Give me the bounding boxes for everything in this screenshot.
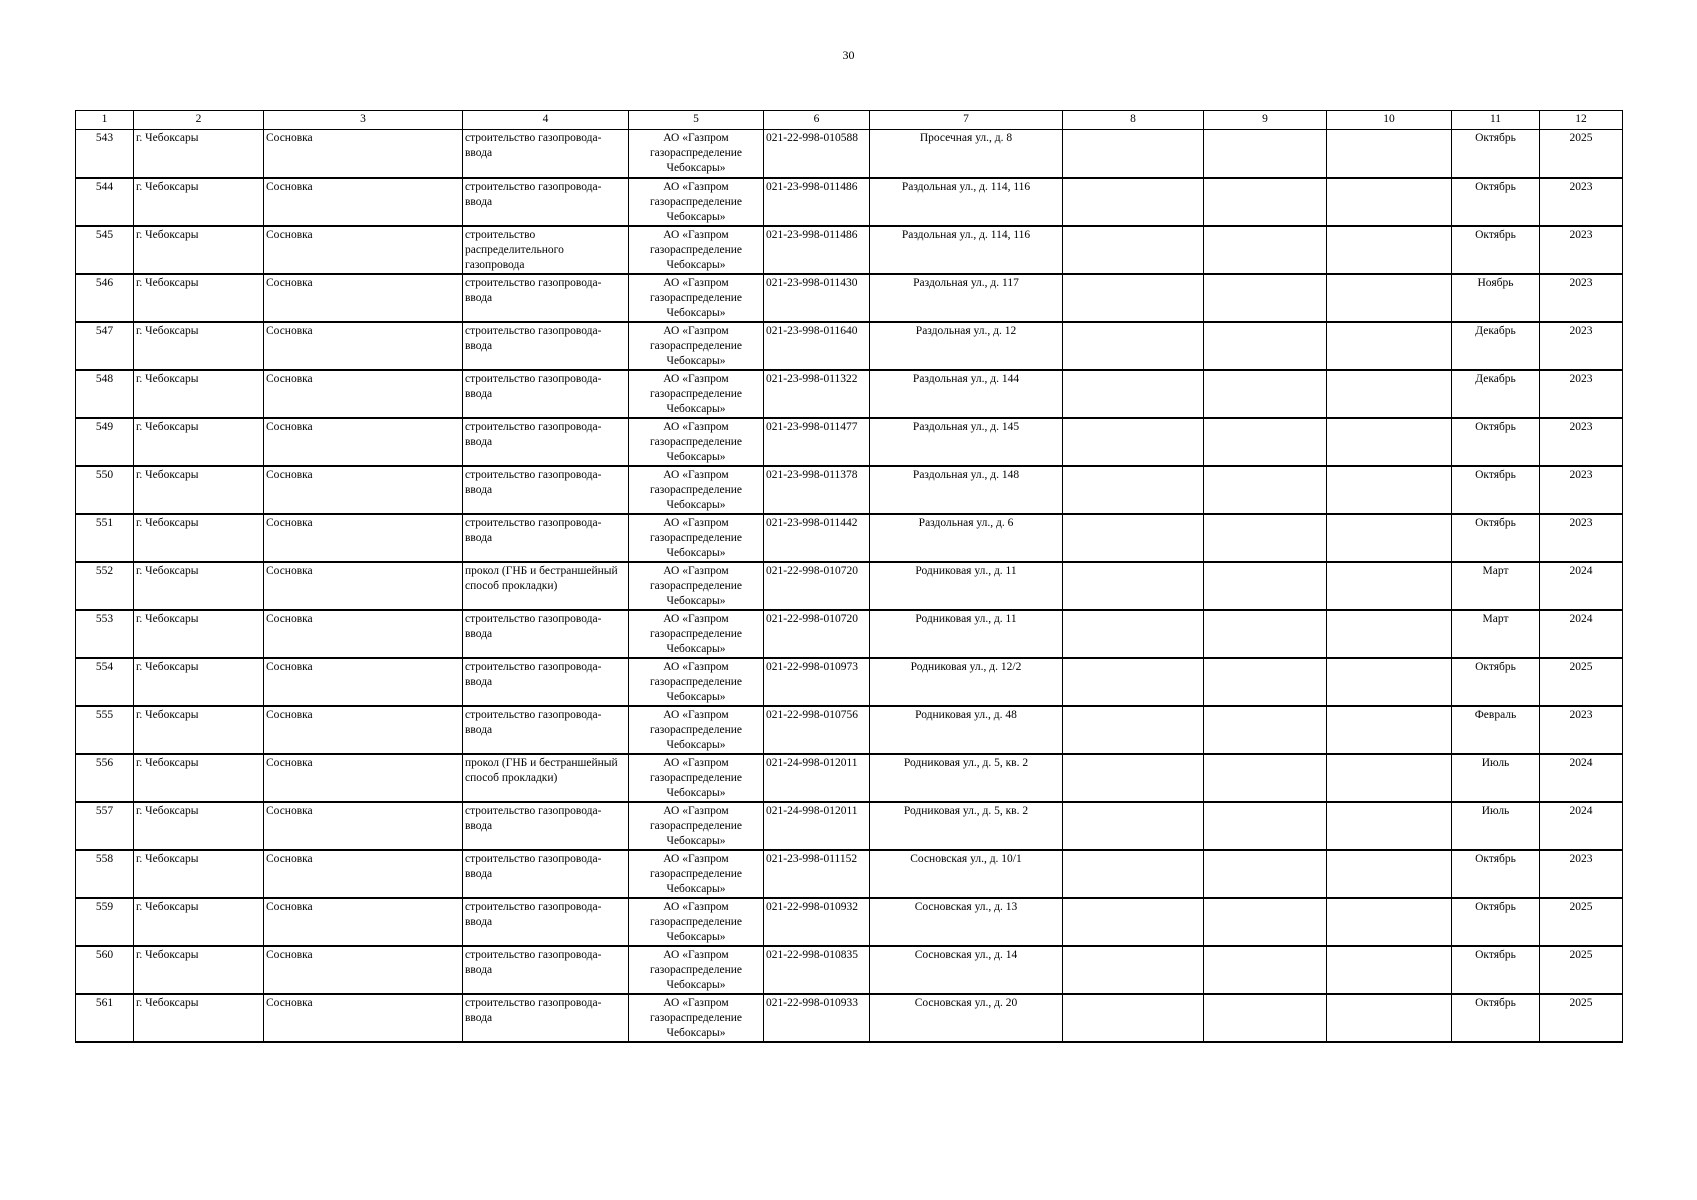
month-cell: Октябрь	[1452, 418, 1540, 466]
work-type-cell: строительство газопровода-ввода	[463, 130, 629, 178]
district-cell: Сосновка	[264, 802, 463, 850]
application-code-cell: 021-23-998-011640	[764, 322, 870, 370]
column-8-cell	[1063, 754, 1204, 802]
month-cell: Октябрь	[1452, 130, 1540, 178]
application-code-cell: 021-22-998-010720	[764, 610, 870, 658]
column-9-cell	[1204, 418, 1327, 466]
district-cell: Сосновка	[264, 898, 463, 946]
month-cell: Март	[1452, 610, 1540, 658]
table-row	[76, 274, 1623, 322]
table-row	[76, 946, 1623, 994]
address-cell: Сосновская ул., д. 20	[870, 994, 1063, 1042]
column-10-cell	[1327, 850, 1452, 898]
table-row	[76, 370, 1623, 418]
column-8-cell	[1063, 418, 1204, 466]
district-cell: Сосновка	[264, 514, 463, 562]
year-cell: 2023	[1540, 706, 1623, 754]
header-row	[76, 111, 1623, 130]
column-header-12: 12	[1540, 111, 1623, 130]
work-type-cell: строительство газопровода-ввода	[463, 658, 629, 706]
work-type-cell: строительство газопровода-ввода	[463, 514, 629, 562]
row-number: 559	[76, 898, 134, 946]
row-number: 561	[76, 994, 134, 1042]
table-row	[76, 514, 1623, 562]
column-8-cell	[1063, 322, 1204, 370]
work-type-cell: строительство газопровода-ввода	[463, 994, 629, 1042]
column-header-3: 3	[264, 111, 463, 130]
address-cell: Просечная ул., д. 8	[870, 130, 1063, 178]
work-type-cell: прокол (ГНБ и бестраншейный способ прокладки)	[463, 754, 629, 802]
column-9-cell	[1204, 130, 1327, 178]
organization-cell: АО «Газпром газораспределение Чебоксары»	[629, 370, 764, 418]
column-header-8: 8	[1063, 111, 1204, 130]
application-code-cell: 021-22-998-010835	[764, 946, 870, 994]
work-type-cell: строительство газопровода-ввода	[463, 370, 629, 418]
column-10-cell	[1327, 466, 1452, 514]
column-header-11: 11	[1452, 111, 1540, 130]
month-cell: Декабрь	[1452, 322, 1540, 370]
column-10-cell	[1327, 514, 1452, 562]
work-type-cell: строительство газопровода-ввода	[463, 706, 629, 754]
column-8-cell	[1063, 466, 1204, 514]
district-cell: Сосновка	[264, 418, 463, 466]
work-type-cell: строительство газопровода-ввода	[463, 418, 629, 466]
row-number: 547	[76, 322, 134, 370]
column-9-cell	[1204, 898, 1327, 946]
application-code-cell: 021-23-998-011430	[764, 274, 870, 322]
application-code-cell: 021-22-998-010973	[764, 658, 870, 706]
city-cell: г. Чебоксары	[134, 610, 264, 658]
column-10-cell	[1327, 898, 1452, 946]
column-9-cell	[1204, 994, 1327, 1042]
column-10-cell	[1327, 754, 1452, 802]
row-number: 551	[76, 514, 134, 562]
row-number: 545	[76, 226, 134, 274]
application-code-cell: 021-22-998-010588	[764, 130, 870, 178]
column-10-cell	[1327, 994, 1452, 1042]
column-9-cell	[1204, 610, 1327, 658]
application-code-cell: 021-22-998-010756	[764, 706, 870, 754]
application-code-cell: 021-24-998-012011	[764, 754, 870, 802]
address-cell: Родниковая ул., д. 11	[870, 610, 1063, 658]
address-cell: Родниковая ул., д. 48	[870, 706, 1063, 754]
work-type-cell: строительство газопровода-ввода	[463, 802, 629, 850]
organization-cell: АО «Газпром газораспределение Чебоксары»	[629, 754, 764, 802]
year-cell: 2024	[1540, 754, 1623, 802]
application-code-cell: 021-23-998-011152	[764, 850, 870, 898]
organization-cell: АО «Газпром газораспределение Чебоксары»	[629, 610, 764, 658]
table-row	[76, 226, 1623, 274]
district-cell: Сосновка	[264, 610, 463, 658]
month-cell: Октябрь	[1452, 658, 1540, 706]
column-9-cell	[1204, 226, 1327, 274]
table-row	[76, 706, 1623, 754]
table-row	[76, 562, 1623, 610]
address-cell: Раздольная ул., д. 114, 116	[870, 178, 1063, 226]
column-8-cell	[1063, 898, 1204, 946]
column-8-cell	[1063, 178, 1204, 226]
page-number: 30	[842, 48, 855, 62]
column-10-cell	[1327, 658, 1452, 706]
work-type-cell: строительство газопровода-ввода	[463, 274, 629, 322]
organization-cell: АО «Газпром газораспределение Чебоксары»	[629, 898, 764, 946]
city-cell: г. Чебоксары	[134, 178, 264, 226]
organization-cell: АО «Газпром газораспределение Чебоксары»	[629, 226, 764, 274]
row-number: 546	[76, 274, 134, 322]
column-header-4: 4	[463, 111, 629, 130]
table-row	[76, 178, 1623, 226]
month-cell: Октябрь	[1452, 850, 1540, 898]
column-9-cell	[1204, 946, 1327, 994]
row-number: 558	[76, 850, 134, 898]
application-code-cell: 021-24-998-012011	[764, 802, 870, 850]
column-10-cell	[1327, 322, 1452, 370]
city-cell: г. Чебоксары	[134, 370, 264, 418]
row-number: 556	[76, 754, 134, 802]
city-cell: г. Чебоксары	[134, 946, 264, 994]
row-number: 557	[76, 802, 134, 850]
city-cell: г. Чебоксары	[134, 658, 264, 706]
table-row	[76, 418, 1623, 466]
works-table	[75, 110, 1623, 1043]
address-cell: Раздольная ул., д. 114, 116	[870, 226, 1063, 274]
address-cell: Сосновская ул., д. 13	[870, 898, 1063, 946]
row-number: 560	[76, 946, 134, 994]
district-cell: Сосновка	[264, 274, 463, 322]
column-8-cell	[1063, 994, 1204, 1042]
column-9-cell	[1204, 562, 1327, 610]
table-row	[76, 466, 1623, 514]
organization-cell: АО «Газпром газораспределение Чебоксары»	[629, 178, 764, 226]
address-cell: Родниковая ул., д. 12/2	[870, 658, 1063, 706]
application-code-cell: 021-22-998-010720	[764, 562, 870, 610]
column-8-cell	[1063, 706, 1204, 754]
column-9-cell	[1204, 850, 1327, 898]
month-cell: Июль	[1452, 802, 1540, 850]
year-cell: 2023	[1540, 370, 1623, 418]
column-8-cell	[1063, 370, 1204, 418]
year-cell: 2023	[1540, 514, 1623, 562]
row-number: 553	[76, 610, 134, 658]
table-row	[76, 850, 1623, 898]
address-cell: Раздольная ул., д. 12	[870, 322, 1063, 370]
work-type-cell: строительство газопровода-ввода	[463, 322, 629, 370]
month-cell: Октябрь	[1452, 226, 1540, 274]
district-cell: Сосновка	[264, 370, 463, 418]
row-number: 548	[76, 370, 134, 418]
address-cell: Раздольная ул., д. 6	[870, 514, 1063, 562]
row-number: 552	[76, 562, 134, 610]
table-row	[76, 322, 1623, 370]
district-cell: Сосновка	[264, 994, 463, 1042]
column-10-cell	[1327, 706, 1452, 754]
organization-cell: АО «Газпром газораспределение Чебоксары»	[629, 418, 764, 466]
city-cell: г. Чебоксары	[134, 130, 264, 178]
organization-cell: АО «Газпром газораспределение Чебоксары»	[629, 850, 764, 898]
city-cell: г. Чебоксары	[134, 514, 264, 562]
application-code-cell: 021-23-998-011486	[764, 178, 870, 226]
work-type-cell: строительство газопровода-ввода	[463, 850, 629, 898]
column-10-cell	[1327, 418, 1452, 466]
organization-cell: АО «Газпром газораспределение Чебоксары»	[629, 466, 764, 514]
month-cell: Март	[1452, 562, 1540, 610]
organization-cell: АО «Газпром газораспределение Чебоксары»	[629, 706, 764, 754]
table-row	[76, 130, 1623, 178]
district-cell: Сосновка	[264, 178, 463, 226]
column-9-cell	[1204, 754, 1327, 802]
organization-cell: АО «Газпром газораспределение Чебоксары»	[629, 994, 764, 1042]
month-cell: Декабрь	[1452, 370, 1540, 418]
column-8-cell	[1063, 274, 1204, 322]
column-8-cell	[1063, 226, 1204, 274]
month-cell: Октябрь	[1452, 946, 1540, 994]
district-cell: Сосновка	[264, 562, 463, 610]
city-cell: г. Чебоксары	[134, 802, 264, 850]
organization-cell: АО «Газпром газораспределение Чебоксары»	[629, 658, 764, 706]
column-8-cell	[1063, 130, 1204, 178]
column-10-cell	[1327, 130, 1452, 178]
column-8-cell	[1063, 610, 1204, 658]
column-header-6: 6	[764, 111, 870, 130]
organization-cell: АО «Газпром газораспределение Чебоксары»	[629, 802, 764, 850]
row-number: 550	[76, 466, 134, 514]
column-header-2: 2	[134, 111, 264, 130]
month-cell: Ноябрь	[1452, 274, 1540, 322]
column-9-cell	[1204, 706, 1327, 754]
application-code-cell: 021-22-998-010932	[764, 898, 870, 946]
row-number: 549	[76, 418, 134, 466]
row-number: 555	[76, 706, 134, 754]
address-cell: Раздольная ул., д. 117	[870, 274, 1063, 322]
city-cell: г. Чебоксары	[134, 562, 264, 610]
column-9-cell	[1204, 178, 1327, 226]
column-9-cell	[1204, 802, 1327, 850]
column-9-cell	[1204, 514, 1327, 562]
column-header-5: 5	[629, 111, 764, 130]
address-cell: Родниковая ул., д. 11	[870, 562, 1063, 610]
district-cell: Сосновка	[264, 850, 463, 898]
application-code-cell: 021-23-998-011322	[764, 370, 870, 418]
organization-cell: АО «Газпром газораспределение Чебоксары»	[629, 514, 764, 562]
column-9-cell	[1204, 274, 1327, 322]
address-cell: Сосновская ул., д. 10/1	[870, 850, 1063, 898]
district-cell: Сосновка	[264, 226, 463, 274]
city-cell: г. Чебоксары	[134, 706, 264, 754]
district-cell: Сосновка	[264, 946, 463, 994]
work-type-cell: строительство газопровода-ввода	[463, 466, 629, 514]
city-cell: г. Чебоксары	[134, 274, 264, 322]
column-10-cell	[1327, 178, 1452, 226]
column-8-cell	[1063, 946, 1204, 994]
year-cell: 2025	[1540, 130, 1623, 178]
month-cell: Октябрь	[1452, 514, 1540, 562]
month-cell: Октябрь	[1452, 898, 1540, 946]
column-8-cell	[1063, 562, 1204, 610]
year-cell: 2023	[1540, 178, 1623, 226]
district-cell: Сосновка	[264, 658, 463, 706]
application-code-cell: 021-23-998-011442	[764, 514, 870, 562]
organization-cell: АО «Газпром газораспределение Чебоксары»	[629, 946, 764, 994]
address-cell: Родниковая ул., д. 5, кв. 2	[870, 802, 1063, 850]
application-code-cell: 021-23-998-011477	[764, 418, 870, 466]
column-10-cell	[1327, 610, 1452, 658]
year-cell: 2025	[1540, 946, 1623, 994]
column-8-cell	[1063, 514, 1204, 562]
city-cell: г. Чебоксары	[134, 466, 264, 514]
address-cell: Родниковая ул., д. 5, кв. 2	[870, 754, 1063, 802]
work-type-cell: строительство газопровода-ввода	[463, 178, 629, 226]
city-cell: г. Чебоксары	[134, 850, 264, 898]
column-header-1: 1	[76, 111, 134, 130]
table-row	[76, 802, 1623, 850]
month-cell: Октябрь	[1452, 466, 1540, 514]
column-header-7: 7	[870, 111, 1063, 130]
table-header	[76, 111, 1623, 130]
year-cell: 2025	[1540, 658, 1623, 706]
column-9-cell	[1204, 322, 1327, 370]
column-header-10: 10	[1327, 111, 1452, 130]
column-8-cell	[1063, 802, 1204, 850]
column-9-cell	[1204, 370, 1327, 418]
table-row	[76, 994, 1623, 1042]
application-code-cell: 021-23-998-011486	[764, 226, 870, 274]
year-cell: 2023	[1540, 274, 1623, 322]
city-cell: г. Чебоксары	[134, 994, 264, 1042]
column-9-cell	[1204, 466, 1327, 514]
work-type-cell: строительство газопровода-ввода	[463, 610, 629, 658]
year-cell: 2025	[1540, 994, 1623, 1042]
district-cell: Сосновка	[264, 466, 463, 514]
year-cell: 2024	[1540, 610, 1623, 658]
year-cell: 2024	[1540, 802, 1623, 850]
organization-cell: АО «Газпром газораспределение Чебоксары»	[629, 130, 764, 178]
application-code-cell: 021-23-998-011378	[764, 466, 870, 514]
table-body	[76, 130, 1623, 1042]
city-cell: г. Чебоксары	[134, 226, 264, 274]
organization-cell: АО «Газпром газораспределение Чебоксары»	[629, 322, 764, 370]
address-cell: Сосновская ул., д. 14	[870, 946, 1063, 994]
column-8-cell	[1063, 850, 1204, 898]
column-header-9: 9	[1204, 111, 1327, 130]
column-8-cell	[1063, 658, 1204, 706]
month-cell: Февраль	[1452, 706, 1540, 754]
district-cell: Сосновка	[264, 706, 463, 754]
city-cell: г. Чебоксары	[134, 898, 264, 946]
table-row	[76, 898, 1623, 946]
year-cell: 2024	[1540, 562, 1623, 610]
year-cell: 2023	[1540, 322, 1623, 370]
year-cell: 2023	[1540, 226, 1623, 274]
column-10-cell	[1327, 370, 1452, 418]
year-cell: 2025	[1540, 898, 1623, 946]
column-10-cell	[1327, 226, 1452, 274]
year-cell: 2023	[1540, 466, 1623, 514]
city-cell: г. Чебоксары	[134, 418, 264, 466]
city-cell: г. Чебоксары	[134, 322, 264, 370]
month-cell: Октябрь	[1452, 178, 1540, 226]
work-type-cell: строительство газопровода-ввода	[463, 946, 629, 994]
organization-cell: АО «Газпром газораспределение Чебоксары»	[629, 274, 764, 322]
table-row	[76, 610, 1623, 658]
district-cell: Сосновка	[264, 130, 463, 178]
address-cell: Раздольная ул., д. 148	[870, 466, 1063, 514]
row-number: 543	[76, 130, 134, 178]
work-type-cell: строительство газопровода-ввода	[463, 898, 629, 946]
row-number: 544	[76, 178, 134, 226]
address-cell: Раздольная ул., д. 145	[870, 418, 1063, 466]
work-type-cell: строительство распределительного газопровода	[463, 226, 629, 274]
table-row	[76, 754, 1623, 802]
column-10-cell	[1327, 274, 1452, 322]
application-code-cell: 021-22-998-010933	[764, 994, 870, 1042]
month-cell: Октябрь	[1452, 994, 1540, 1042]
column-10-cell	[1327, 802, 1452, 850]
column-9-cell	[1204, 658, 1327, 706]
district-cell: Сосновка	[264, 322, 463, 370]
month-cell: Июль	[1452, 754, 1540, 802]
organization-cell: АО «Газпром газораспределение Чебоксары»	[629, 562, 764, 610]
column-10-cell	[1327, 946, 1452, 994]
row-number: 554	[76, 658, 134, 706]
city-cell: г. Чебоксары	[134, 754, 264, 802]
year-cell: 2023	[1540, 418, 1623, 466]
district-cell: Сосновка	[264, 754, 463, 802]
table-row	[76, 658, 1623, 706]
work-type-cell: прокол (ГНБ и бестраншейный способ прокладки)	[463, 562, 629, 610]
column-10-cell	[1327, 562, 1452, 610]
year-cell: 2023	[1540, 850, 1623, 898]
address-cell: Раздольная ул., д. 144	[870, 370, 1063, 418]
